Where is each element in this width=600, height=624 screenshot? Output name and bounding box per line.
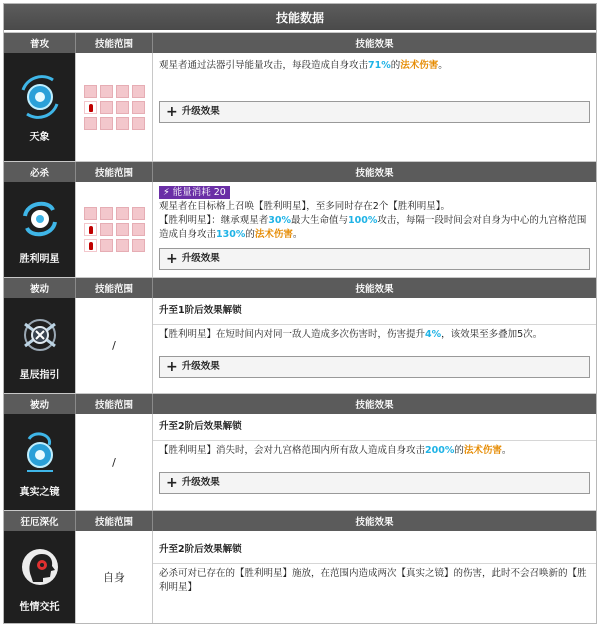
plus-icon: + bbox=[166, 475, 178, 491]
self-marker-icon bbox=[84, 223, 97, 236]
effect-cell bbox=[153, 531, 596, 623]
star-guide-icon bbox=[15, 310, 65, 360]
range-value: / bbox=[76, 414, 153, 510]
unlock-text: 升至2阶后效果解锁 bbox=[159, 544, 242, 555]
skill-section-4 bbox=[4, 393, 596, 510]
skill-header-row bbox=[4, 162, 596, 182]
self-marker-icon bbox=[84, 239, 97, 252]
effect-text: 【胜利明星】：继承观星者30%最大生命值与100%攻击，每隔一段时间会对自身为中心的九宫格范围造成自身攻击130%的法术伤害。 bbox=[159, 215, 587, 240]
skill-icon-cell bbox=[4, 53, 76, 161]
effect-text: 必杀可对已存在的【胜利明星】施放，在范围内造成两次【真实之镜】的伤害，此时不会召唤新的【胜利明星】 bbox=[159, 568, 587, 593]
skill-icon-cell bbox=[4, 414, 76, 510]
skill-name: 天象 bbox=[29, 131, 50, 143]
mirror-icon bbox=[15, 427, 65, 477]
skill-section-5 bbox=[4, 510, 596, 623]
range-grid bbox=[76, 53, 153, 161]
effect-header: 技能效果 bbox=[355, 39, 394, 50]
plus-icon: + bbox=[166, 359, 178, 375]
swirl-star-icon bbox=[15, 194, 65, 244]
effect-text: 观星者通过法器引导能量攻击，每段造成自身攻击71%的法术伤害。 bbox=[159, 60, 448, 71]
skill-type: 狂厄深化 bbox=[4, 511, 76, 531]
range-header: 技能范围 bbox=[76, 33, 153, 53]
effect-text: 【胜利明星】在短时间内对同一敌人造成多次伤害时，伤害提升4%，该效果至多叠加5次。 bbox=[159, 329, 543, 340]
skill-name: 胜利明星 bbox=[19, 254, 60, 265]
skill-header-row bbox=[4, 278, 596, 298]
skill-section-3 bbox=[4, 277, 596, 393]
energy-cost-badge: ⚡ 能量消耗 20 bbox=[159, 186, 230, 199]
effect-header: 技能效果 bbox=[355, 517, 394, 528]
skill-type: 普攻 bbox=[4, 33, 76, 53]
effect-cell bbox=[153, 53, 596, 161]
effect-cell bbox=[153, 414, 596, 510]
skill-icon-cell bbox=[4, 298, 76, 393]
skill-name: 性情交托 bbox=[19, 601, 60, 613]
range-header: 技能范围 bbox=[76, 162, 153, 182]
range-grid bbox=[76, 182, 153, 277]
skill-header-row bbox=[4, 511, 596, 531]
orbit-eye-icon bbox=[15, 72, 65, 122]
skill-section-2 bbox=[4, 161, 596, 277]
effect-header: 技能效果 bbox=[355, 168, 394, 179]
range-value: / bbox=[76, 298, 153, 393]
plus-icon: + bbox=[166, 104, 178, 120]
table-title: 技能数据 bbox=[4, 4, 596, 32]
effect-header: 技能效果 bbox=[355, 400, 394, 411]
skill-header-row bbox=[4, 33, 596, 53]
skill-type: 必杀 bbox=[4, 162, 76, 182]
unlock-text: 升至1阶后效果解锁 bbox=[159, 305, 242, 316]
upgrade-toggle-button[interactable]: + 升级效果 bbox=[159, 356, 590, 378]
upgrade-toggle-button[interactable]: + 升级效果 bbox=[159, 472, 590, 494]
range-header: 技能范围 bbox=[76, 511, 153, 531]
skill-type: 被动 bbox=[4, 394, 76, 414]
effect-cell bbox=[153, 182, 596, 277]
skill-icon-cell bbox=[4, 531, 76, 623]
plus-icon: + bbox=[166, 251, 178, 267]
skill-name: 星辰指引 bbox=[19, 370, 60, 381]
skill-type: 被动 bbox=[4, 278, 76, 298]
unlock-text: 升至2阶后效果解锁 bbox=[159, 421, 242, 432]
effect-cell bbox=[153, 298, 596, 393]
effect-header: 技能效果 bbox=[355, 284, 394, 295]
brain-gear-icon bbox=[15, 542, 65, 592]
skill-icon-cell bbox=[4, 182, 76, 277]
self-marker-icon bbox=[84, 101, 97, 114]
skill-name: 真实之镜 bbox=[19, 486, 60, 498]
upgrade-toggle-button[interactable]: + 升级效果 bbox=[159, 248, 590, 270]
effect-text-line1: 观星者在目标格上召唤【胜利明星】，至多同时存在2个【胜利明星】。 bbox=[159, 201, 451, 212]
skill-data-table bbox=[3, 3, 597, 624]
effect-text: 【胜利明星】消失时，会对九宫格范围内所有敌人造成自身攻击200%的法术伤害。 bbox=[159, 445, 512, 456]
skill-header-row bbox=[4, 394, 596, 414]
skill-section-1 bbox=[4, 32, 596, 161]
range-header: 技能范围 bbox=[76, 394, 153, 414]
range-value: 自身 bbox=[76, 531, 153, 623]
range-header: 技能范围 bbox=[76, 278, 153, 298]
upgrade-toggle-button[interactable]: + 升级效果 bbox=[159, 101, 590, 123]
